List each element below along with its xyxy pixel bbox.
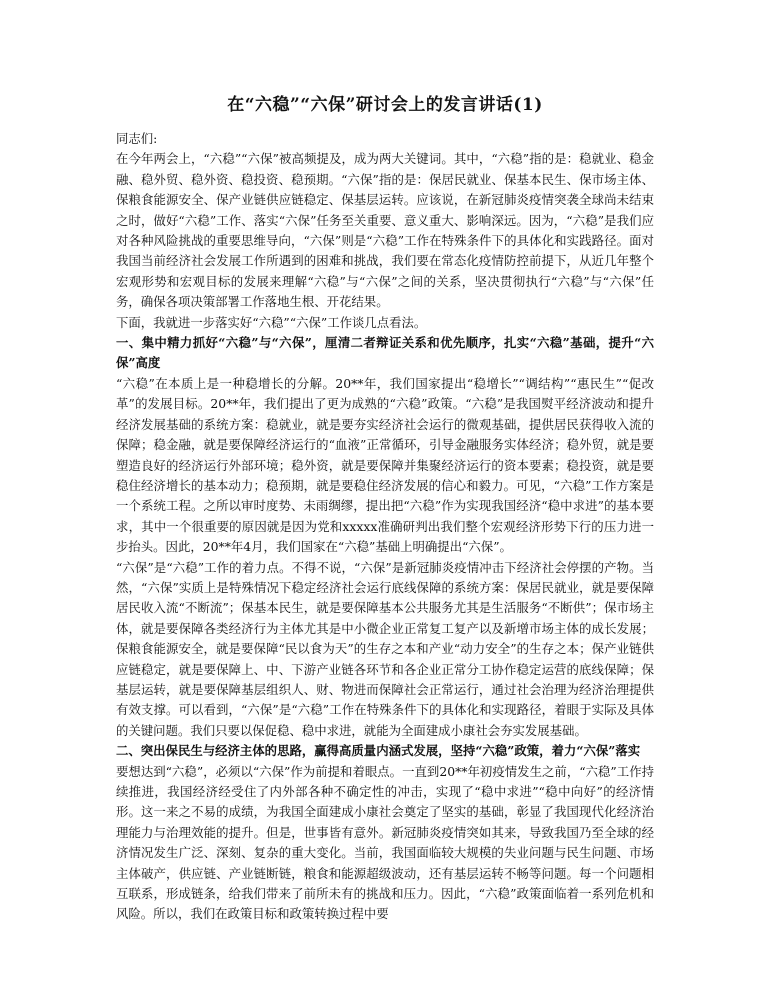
document-title: 在“六稳”“六保”研讨会上的发言讲话(1)	[227, 95, 543, 115]
section-heading: 一、集中精力抓好“六稳”与“六保”，厘清二者辩证关系和优先顺序，扎实“六稳”基础，提升“六保”高度	[116, 335, 654, 371]
paragraph: 在今年两会上，“六稳”“六保”被高频提及，成为两大关键词。其中，“六稳”指的是：稳就业、稳金融、稳外贸、稳外资、稳投资、稳预期。“六保”指的是：保居民就业、保基本民生、保市场主体、保粮食能源安全、保产业链供应链稳定、保基层运转。应该说，在新冠肺炎疫情突袭全球尚未结束之时，做好“六稳”工作、落实“六保”任务至关重要、意义重大、影响深远。因为，“六稳”是我们应对各种风险挑战的重要思维导向，“六保”则是“六稳”工作在特殊条件下的具体化和实践路径。面对我国当前经济社会发展工作所遇到的困难和挑战，我们要在常态化疫情防控前提下，从近几年整个宏观形势和宏观目标的发展来理解“六稳”与“六保”之间的关系，坚决贯彻执行“六稳”与“六保”任务，确保各项决策部署工作落地生根、开花结果。	[116, 151, 654, 310]
paragraph: “六稳”在本质上是一种稳增长的分解。20**年，我们国家提出“稳增长”“调结构”“惠民生”“促改革”的发展目标。20**年，我们提出了更为成熟的“六稳”政策。“六稳”是我国熨平经济波动和提升经济发展基础的系统方案：稳就业，就是要夯实经济社会运行的微观基础，提供居民获得收入流的保障；稳金融，就是要保障经济运行的“血液”正常循环，引导金融服务实体经济；稳外贸，就是要塑造良好的经济运行外部环境；稳外资，就是要保障并集聚经济运行的资本要素；稳投资，就是要稳住经济增长的基本动力；稳预期，就是要稳住经济发展的信心和毅力。可见，“六稳”工作方案是一个系统工程。之所以审时度势、未雨绸缪，提出把“六稳”作为实现我国经济“稳中求进”的基本要求，其中一个很重要的原因就是因为党和xxxxx准确研判出我们整个宏观经济形势下行的压力进一步抬头。因此，20**年4月，我们国家在“六稳”基础上明确提出“六保”。	[116, 375, 654, 555]
paragraph: “六保”是“六稳”工作的着力点。不得不说，“六保”是新冠肺炎疫情冲击下经济社会停摆的产物。当然，“六保”实质上是特殊情况下稳定经济社会运行底线保障的系统方案：保居民就业，就是要保障居民收入流“不断流”；保基本民生，就是要保障基本公共服务尤其是生活服务“不断供”；保市场主体，就是要保障各类经济行为主体尤其是中小微企业正常复工复产以及新增市场主体的成长发展；保粮食能源安全，就是要保障“民以食为天”的生存之本和产业“动力安全”的生存之本；保产业链供应链稳定，就是要保障上、中、下游产业链各环节和各企业正常分工协作稳定运营的底线保障；保基层运转，就是要保障基层组织人、财、物进而保障社会正常运行，通过社会治理为经济治理提供有效支撑。可以看到，“六保”是“六稳”工作在特殊条件下的具体化和实现路径，着眼于实际及具体的关键问题。我们只要以保促稳、稳中求进，就能为全面建成小康社会夯实发展基础。	[116, 559, 654, 738]
section-heading: 二、突出保民生与经济主体的思路，赢得高质量内涵式发展，坚持“六稳”政策，着力“六保”落实	[116, 743, 641, 759]
paragraph: 下面，我就进一步落实好“六稳”“六保”工作谈几点看法。	[116, 314, 427, 330]
paragraph: 同志们:	[116, 131, 158, 146]
document-body	[116, 129, 654, 925]
paragraph: 要想达到“六稳”，必须以“六保”作为前提和着眼点。一直到20**年初疫情发生之前，“六稳”工作持续推进，我国经济经受住了内外部各种不确定性的冲击，实现了“稳中求进”“稳中向好”的经济情形。这一来之不易的成绩，为我国全面建成小康社会奠定了坚实的基础，彰显了我国现代化经济治理能力与治理效能的提升。但是，世事皆有意外。新冠肺炎疫情突如其来，导致我国乃至全球的经济情况发生广泛、深刻、复杂的重大变化。当前，我国面临较大规模的失业问题与民生问题、市场主体破产，供应链、产业链断链，粮食和能源超级波动，还有基层运转不畅等问题。每一个问题相互联系，形成链条，给我们带来了前所未有的挑战和压力。因此，“六稳”政策面临着一系列危机和风险。所以，我们在政策目标和政策转换过程中要	[116, 763, 654, 922]
